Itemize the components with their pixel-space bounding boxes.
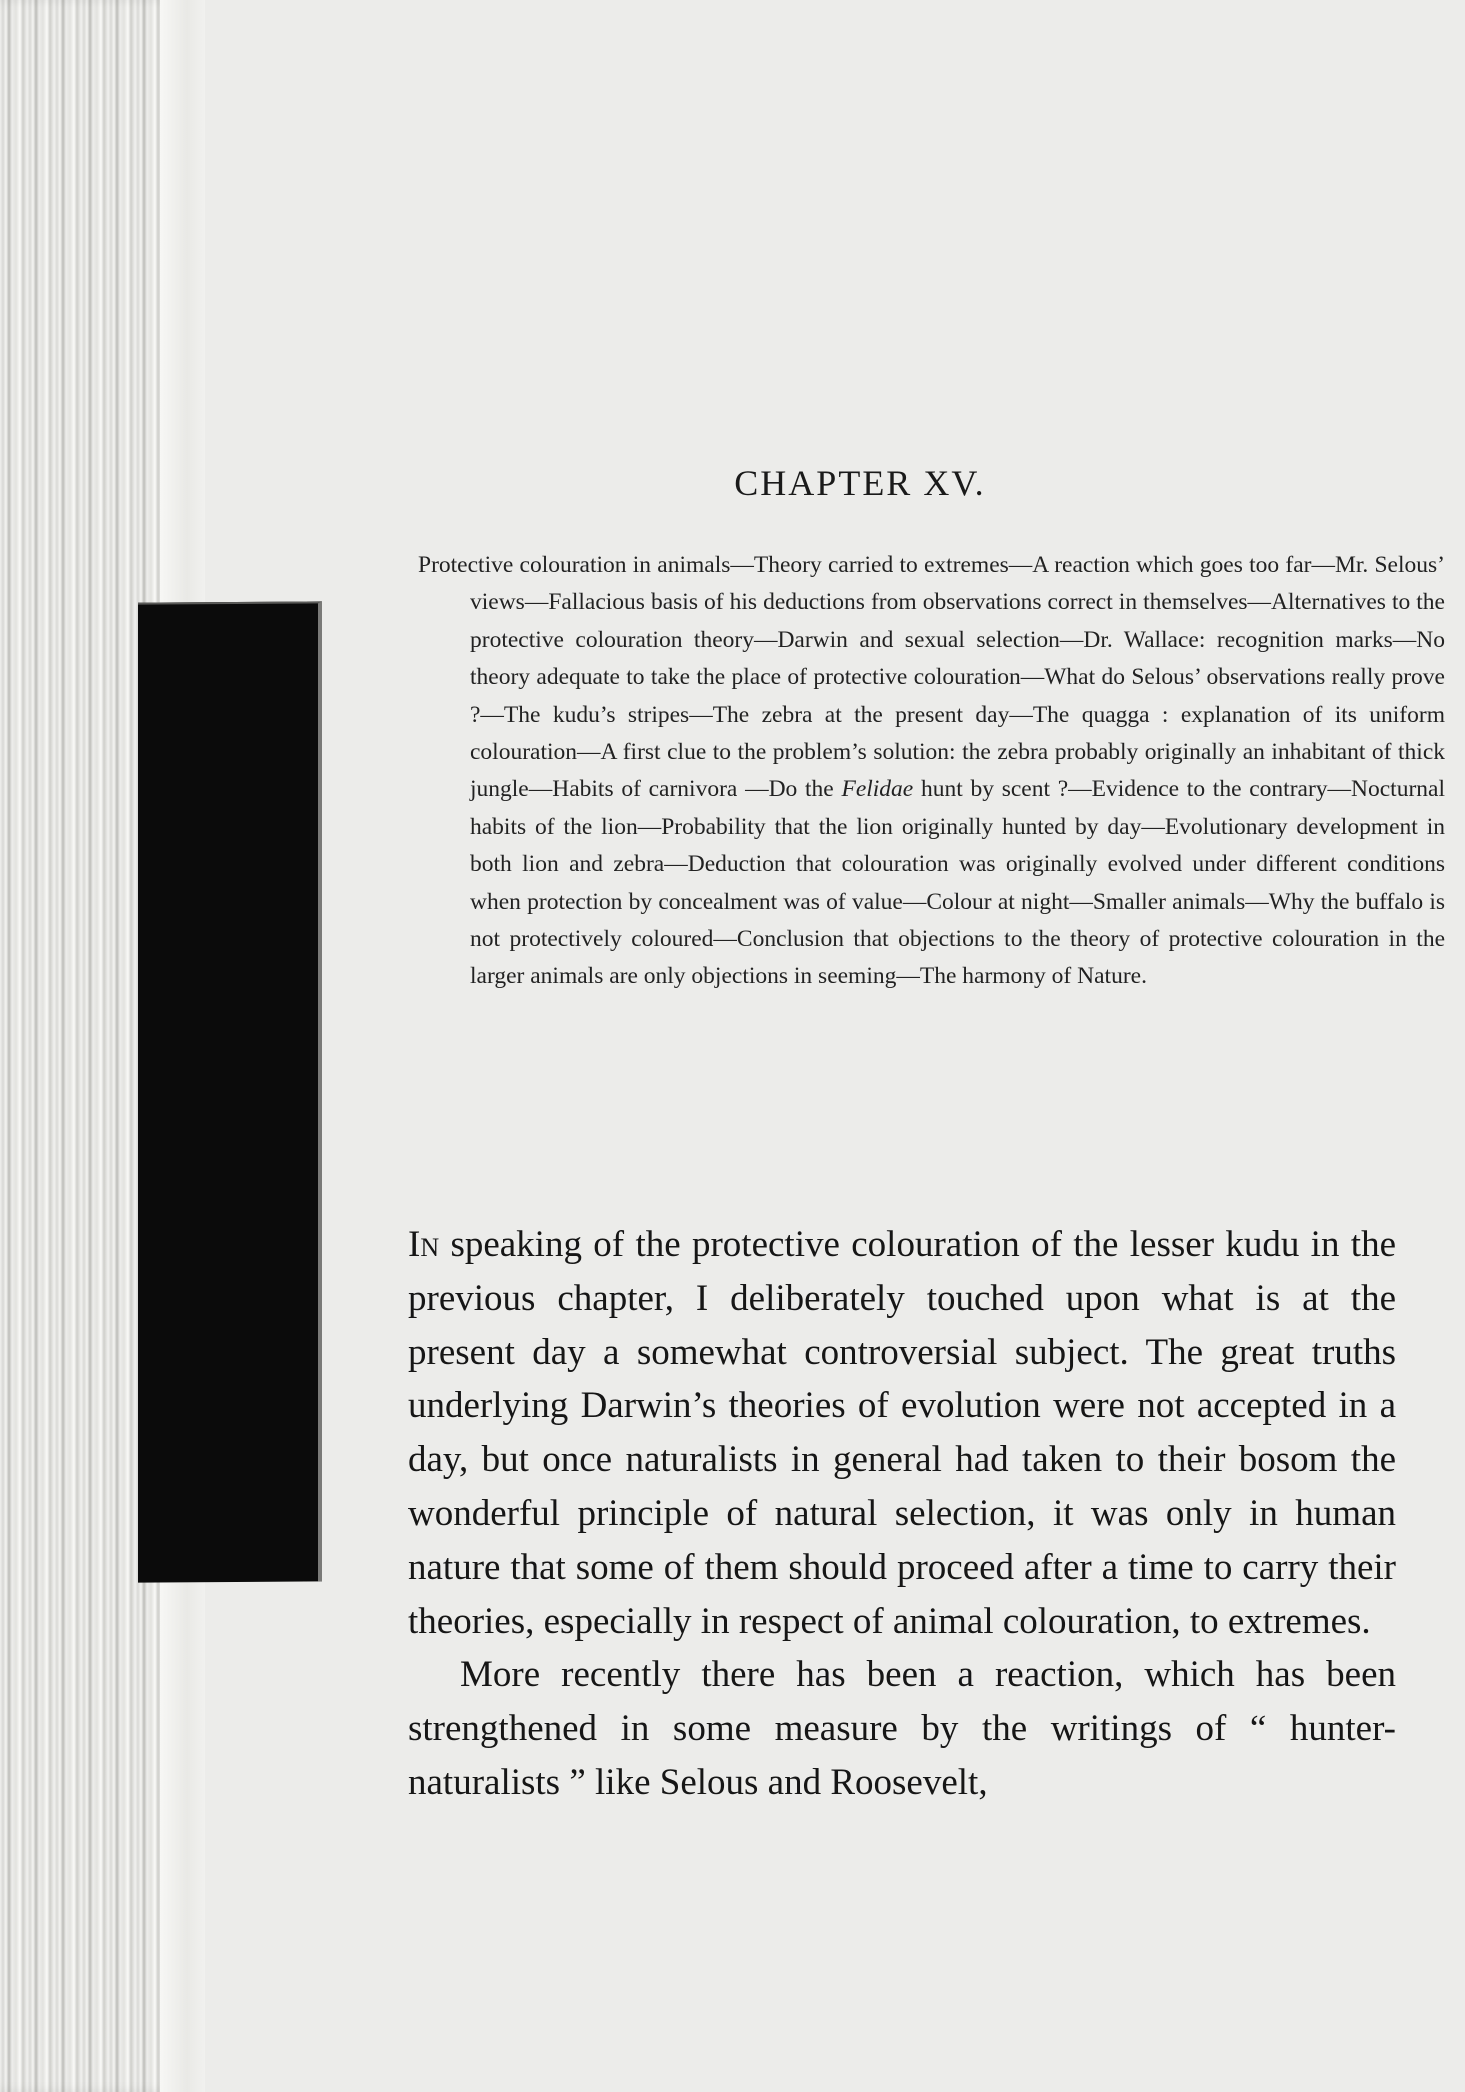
synopsis-text-part-2: hunt by scent ?—Evidence to the contrary—Nocturnal habits of the lion—Probability that the lion originally hunted by day—Evolutionary development in both lion and zebra—Deduction that colouration was originally evolved under different conditions when protection by concealment was of value—Colour at night—Smaller animals—Why the buffalo is not protectively coloured—Conclusion that objections to the theory of protective colouration in the larger animals are only objections in seeming—The harmony of Nature. xyxy=(470,776,1446,990)
black-bookmark-strip xyxy=(138,601,322,1582)
chapter-title: CHAPTER XV. xyxy=(734,463,986,503)
synopsis-text-part-1: Protective colouration in animals—Theory carried to extremes—A reaction which goes too far—Mr. Selous’ views—Fallacious basis of his deductions from observations correct in themselves—Alternatives to the protective colouration theory—Darwin and sexual selection—Dr. Wallace: recognition marks—No theory adequate to take the place of protective colouration—What do Selous’ observations really prove ?—The kudu’s stripes—The zebra at the present day—The quagga : explanation of its uniform colouration—A first clue to the problem’s solution: the zebra probably originally an inhabitant of thick jungle—Habits of carnivora —Do the xyxy=(418,552,1445,803)
body-text xyxy=(408,1218,1396,1810)
paragraph-1 xyxy=(408,1218,1396,1648)
paragraph-1-lead-word: In xyxy=(408,1224,440,1265)
paragraph-2: More recently there has been a reaction, which has been strengthened in some measure by the writings of “ hunter-naturalists ” like Selous and Roosevelt, xyxy=(408,1654,1396,1803)
synopsis-italic-term: Felidae xyxy=(841,776,914,803)
paragraph-1-text: speaking of the protective colouration of the lesser kudu in the previous chapter, I deliberately touched upon what is at the present day a somewhat controversial subject. The great truths underlying Darwin’s theories of evolution were not accepted in a day, but once naturalists in general had taken to their bosom the wonderful principle of natural selection, it was only in human nature that some of them should proceed after a time to carry their theories, especially in respect of animal colouration, to extremes. xyxy=(408,1224,1396,1642)
chapter-synopsis xyxy=(418,547,1445,996)
